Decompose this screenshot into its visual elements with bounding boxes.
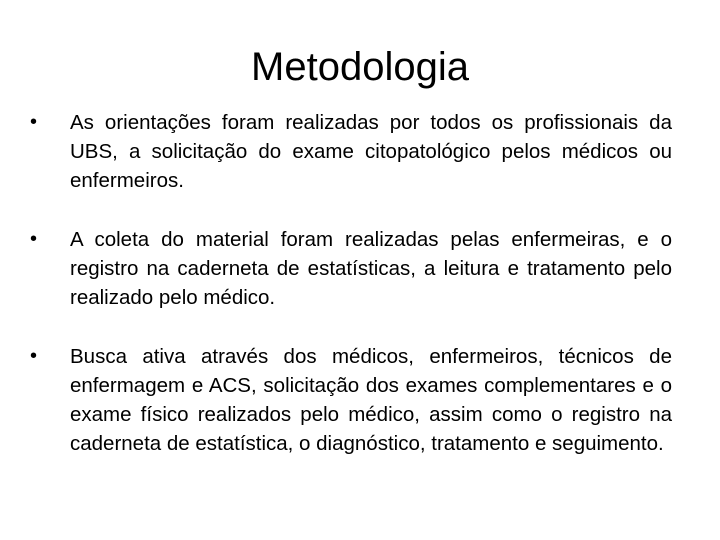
bullet-text: Busca ativa através dos médicos, enfermeiros, técnicos de enfermagem e ACS, solicitação dos exames complementares e o exame físico realizados pelo médico, assim como o registro na caderneta de estatística, o diagnóstico, tratamento e seguimento.: [70, 345, 672, 455]
slide-title: Metodologia: [251, 45, 469, 89]
bullet-list: [30, 108, 672, 458]
bullet-item: [30, 225, 672, 312]
bullet-dot-icon: •: [30, 345, 38, 367]
bullet-dot-icon: •: [30, 111, 38, 133]
bullet-item: [30, 108, 672, 195]
bullet-dot-icon: •: [30, 228, 38, 250]
bullet-text: As orientações foram realizadas por todos os profissionais da UBS, a solicitação do exame citopatológico pelos médicos ou enfermeiros.: [70, 111, 672, 192]
bullet-text: A coleta do material foram realizadas pelas enfermeiras, e o registro na caderneta de estatísticas, a leitura e tratamento pelo realizado pelo médico.: [70, 228, 672, 309]
bullet-item: [30, 342, 672, 458]
